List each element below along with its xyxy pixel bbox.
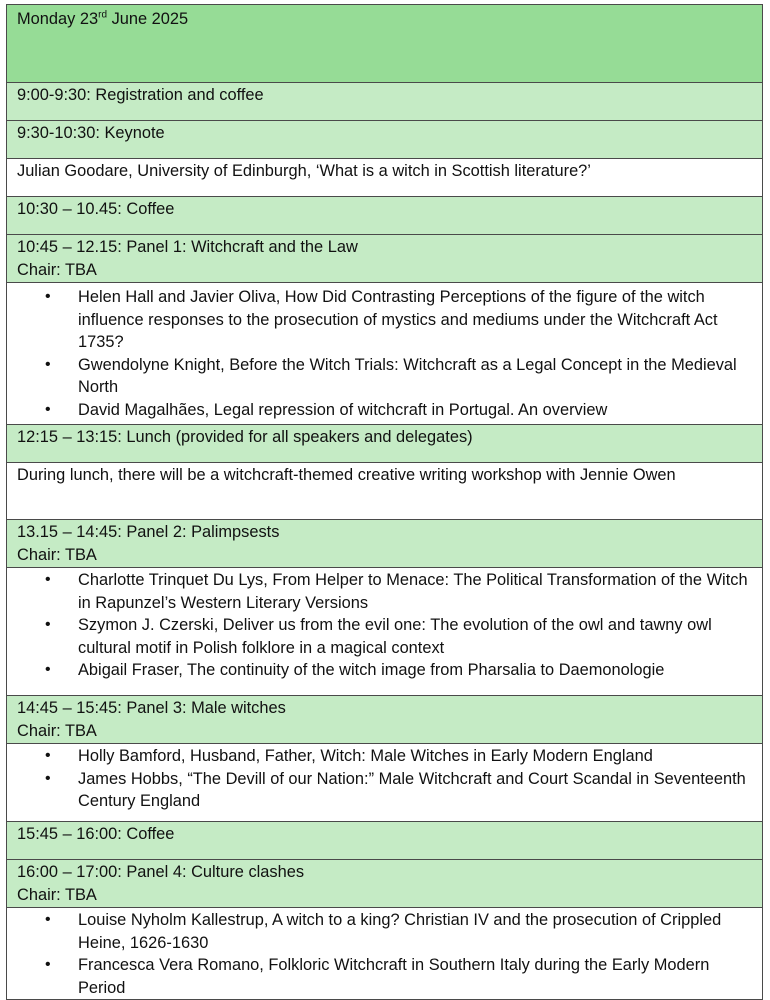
keynote-talk-row: [7, 159, 763, 197]
coffee-row-2: [7, 822, 763, 860]
lunch-row: [7, 425, 763, 463]
list-item: • Holly Bamford, Husband, Father, Witch: Male Witches in Early Modern England: [17, 745, 752, 768]
panel-2-header: [7, 520, 763, 568]
panel-3-header-row: [7, 696, 763, 744]
panel-3-header: [7, 696, 763, 744]
lunch-slot: 12:15 – 13:15: Lunch (provided for all speakers and delegates): [7, 425, 763, 463]
list-item: • Gwendolyne Knight, Before the Witch Trials: Witchcraft as a Legal Concept in the Medieval North: [17, 354, 752, 399]
panel-4-talks-row: [7, 908, 763, 1000]
panel-4-talks: [7, 908, 763, 1000]
panel-3-talk-list: [17, 745, 752, 813]
coffee-slot-1: 10:30 – 10.45: Coffee: [7, 197, 763, 235]
list-item: • Szymon J. Czerski, Deliver us from the evil one: The evolution of the owl and tawny owl cultural motif in Polish folklore in a magical context: [17, 614, 752, 659]
panel-4-header-row: [7, 860, 763, 908]
panel-3-chair: Chair: TBA: [17, 721, 97, 740]
lunch-note: During lunch, there will be a witchcraft-themed creative writing workshop with Jennie Owen: [7, 463, 763, 520]
list-item: • Abigail Fraser, The continuity of the witch image from Pharsalia to Daemonologie: [17, 659, 752, 682]
lunch-note-row: [7, 463, 763, 520]
panel-3-talks-row: [7, 744, 763, 822]
list-item: • Helen Hall and Javier Oliva, How Did Contrasting Perceptions of the figure of the witch influence responses to the prosecution of mystics and mediums under the Witchcraft Act 1735?: [17, 286, 752, 354]
list-item: • Charlotte Trinquet Du Lys, From Helper to Menace: The Political Transformation of the Witch in Rapunzel’s Western Literary Versions: [17, 569, 752, 614]
panel-2-talk-list: [17, 569, 752, 682]
list-item: • Louise Nyholm Kallestrup, A witch to a king? Christian IV and the prosecution of Crippled Heine, 1626-1630: [17, 909, 752, 954]
panel-1-title: 10:45 – 12.15: Panel 1: Witchcraft and the Law: [17, 238, 358, 256]
panel-4-header: [7, 860, 763, 908]
panel-2-talks-row: [7, 568, 763, 696]
panel-3-title: 14:45 – 15:45: Panel 3: Male witches: [17, 699, 286, 717]
panel-2-title: 13.15 – 14:45: Panel 2: Palimpsests: [17, 523, 280, 541]
panel-2-chair: Chair: TBA: [17, 545, 97, 564]
list-item: • James Hobbs, “The Devill of our Nation:” Male Witchcraft and Court Scandal in Seventeenth Century England: [17, 768, 752, 813]
panel-3-talks: [7, 744, 763, 822]
panel-4-chair: Chair: TBA: [17, 885, 97, 904]
panel-1-header: [7, 235, 763, 283]
panel-1-chair: Chair: TBA: [17, 260, 97, 279]
coffee-row-1: [7, 197, 763, 235]
programme-sheet: [6, 4, 763, 1000]
date-row: [7, 5, 763, 83]
programme-table: [6, 4, 763, 1000]
registration-row: [7, 83, 763, 121]
coffee-slot-2: 15:45 – 16:00: Coffee: [7, 822, 763, 860]
panel-2-talks: [7, 568, 763, 696]
panel-1-talks: [7, 283, 763, 425]
panel-4-talk-list: [17, 909, 752, 999]
keynote-slot: 9:30-10:30: Keynote: [7, 121, 763, 159]
keynote-row: [7, 121, 763, 159]
panel-2-header-row: [7, 520, 763, 568]
date-heading: Monday 23rd June 2025: [7, 5, 763, 83]
keynote-talk: Julian Goodare, University of Edinburgh, ‘What is a witch in Scottish literature?’: [7, 159, 763, 197]
list-item: • David Magalhães, Legal repression of witchcraft in Portugal. An overview: [17, 399, 752, 422]
panel-4-title: 16:00 – 17:00: Panel 4: Culture clashes: [17, 863, 305, 881]
list-item: • Francesca Vera Romano, Folkloric Witchcraft in Southern Italy during the Early Modern Period: [17, 954, 752, 999]
registration-slot: 9:00-9:30: Registration and coffee: [7, 83, 763, 121]
panel-1-talks-row: [7, 283, 763, 425]
panel-1-talk-list: [17, 286, 752, 421]
panel-1-header-row: [7, 235, 763, 283]
